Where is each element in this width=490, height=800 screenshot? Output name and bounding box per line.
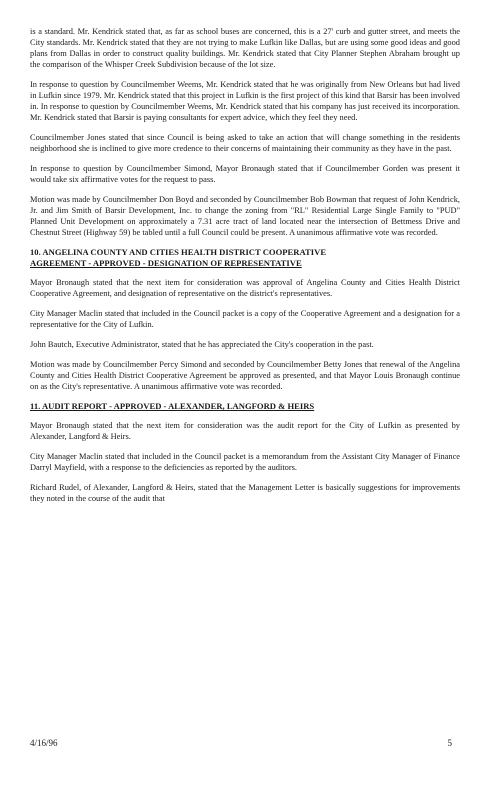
body-paragraph: John Bautch, Executive Administrator, stated that he has appreciated the City's cooperation in the past.	[30, 340, 374, 349]
body-paragraph: Richard Rudel, of Alexander, Langford & Heirs, stated that the Management Letter is basically suggestions for improvements they noted in the course of the audit that	[30, 483, 460, 503]
body-paragraph: Motion was made by Councilmember Don Boyd and seconded by Councilmember Bob Bowman that request of John Kendrick, Jr. and Jim Smith of Barsir Development, Inc. to change the zoning from "RL" Residential Large Single Family to "PUD" Planned Unit Development on approximately a 7.31 acre tract of land located near the intersection of Bettmess Drive and Chestnut Street (Highway 59) be tabled until a full Council could be present. A unanimous affirmative vote was recorded.	[30, 195, 460, 237]
body-paragraph: Mayor Bronaugh stated that the next item for consideration was the audit report for the City of Lufkin as presented by Alexander, Langford & Heirs.	[30, 421, 460, 441]
body-paragraph: In response to question by Councilmember Weems, Mr. Kendrick stated that he was originally from New Orleans but had lived in Lufkin since 1979. Mr. Kendrick stated that this project in Lufkin is the first project of this kind that Barsir has been involved in. In response to question by Councilmember Weems, Mr. Kendrick stated that his company has just received its incorporation. Mr. Kendrick stated that Barsir is paying consultants for expert advice, which they feel they need.	[30, 80, 460, 122]
page-number: 5	[447, 738, 452, 748]
body-paragraph: City Manager Maclin stated that included in the Council packet is a memorandum from the Assistant City Manager of Finance Darryl Mayfield, with a response to the deficiencies as reported by the auditors.	[30, 452, 460, 472]
footer-date: 4/16/96	[30, 738, 58, 748]
section-heading-line1: 10. ANGELINA COUNTY AND CITIES HEALTH DISTRICT COOPERATIVE	[30, 247, 327, 257]
page-footer	[30, 738, 452, 748]
body-paragraph: In response to question by Councilmember Simond, Mayor Bronaugh stated that if Councilmember Gorden was present it would take six affirmative votes for the request to pass.	[30, 164, 460, 184]
body-paragraph: Mayor Bronaugh stated that the next item for consideration was approval of Angelina County and Cities Health District Cooperative Agreement, and designation of representative on the district's representatives.	[30, 278, 460, 298]
section-heading	[30, 401, 460, 412]
body-paragraph: Motion was made by Councilmember Percy Simond and seconded by Councilmember Betty Jones that renewal of the Angelina County and Cities Health District Cooperative Agreement be approved as presented, and that Mayor Louis Bronaugh continue on as the City's representative. A unanimous affirmative vote was recorded.	[30, 360, 460, 391]
body-paragraph: City Manager Maclin stated that included in the Council packet is a copy of the Cooperative Agreement and a designation for a representative for the City of Lufkin.	[30, 309, 460, 329]
section-heading-line: 11. AUDIT REPORT - APPROVED - ALEXANDER, LANGFORD & HEIRS	[30, 401, 315, 411]
body-paragraph: is a standard. Mr. Kendrick stated that, as far as school buses are concerned, this is a 27' curb and gutter street, and meets the City standards. Mr. Kendrick stated that they are not trying to make Lufkin like Dallas, but are using some good ideas and good plans from Dallas in order to construct quality buildings. Mr. Kendrick stated that City Planner Stephen Abraham brought up the comparison of the Whisper Creek Subdivision because of the lot size.	[30, 27, 460, 69]
body-paragraph: Councilmember Jones stated that since Council is being asked to take an action that will change something in the residents neighborhood she is inclined to give more credence to their concerns of maintaining their community as they have in the past.	[30, 133, 460, 153]
section-heading	[30, 247, 460, 269]
section-heading-line2: AGREEMENT - APPROVED - DESIGNATION OF REPRESENTATIVE	[30, 258, 302, 268]
